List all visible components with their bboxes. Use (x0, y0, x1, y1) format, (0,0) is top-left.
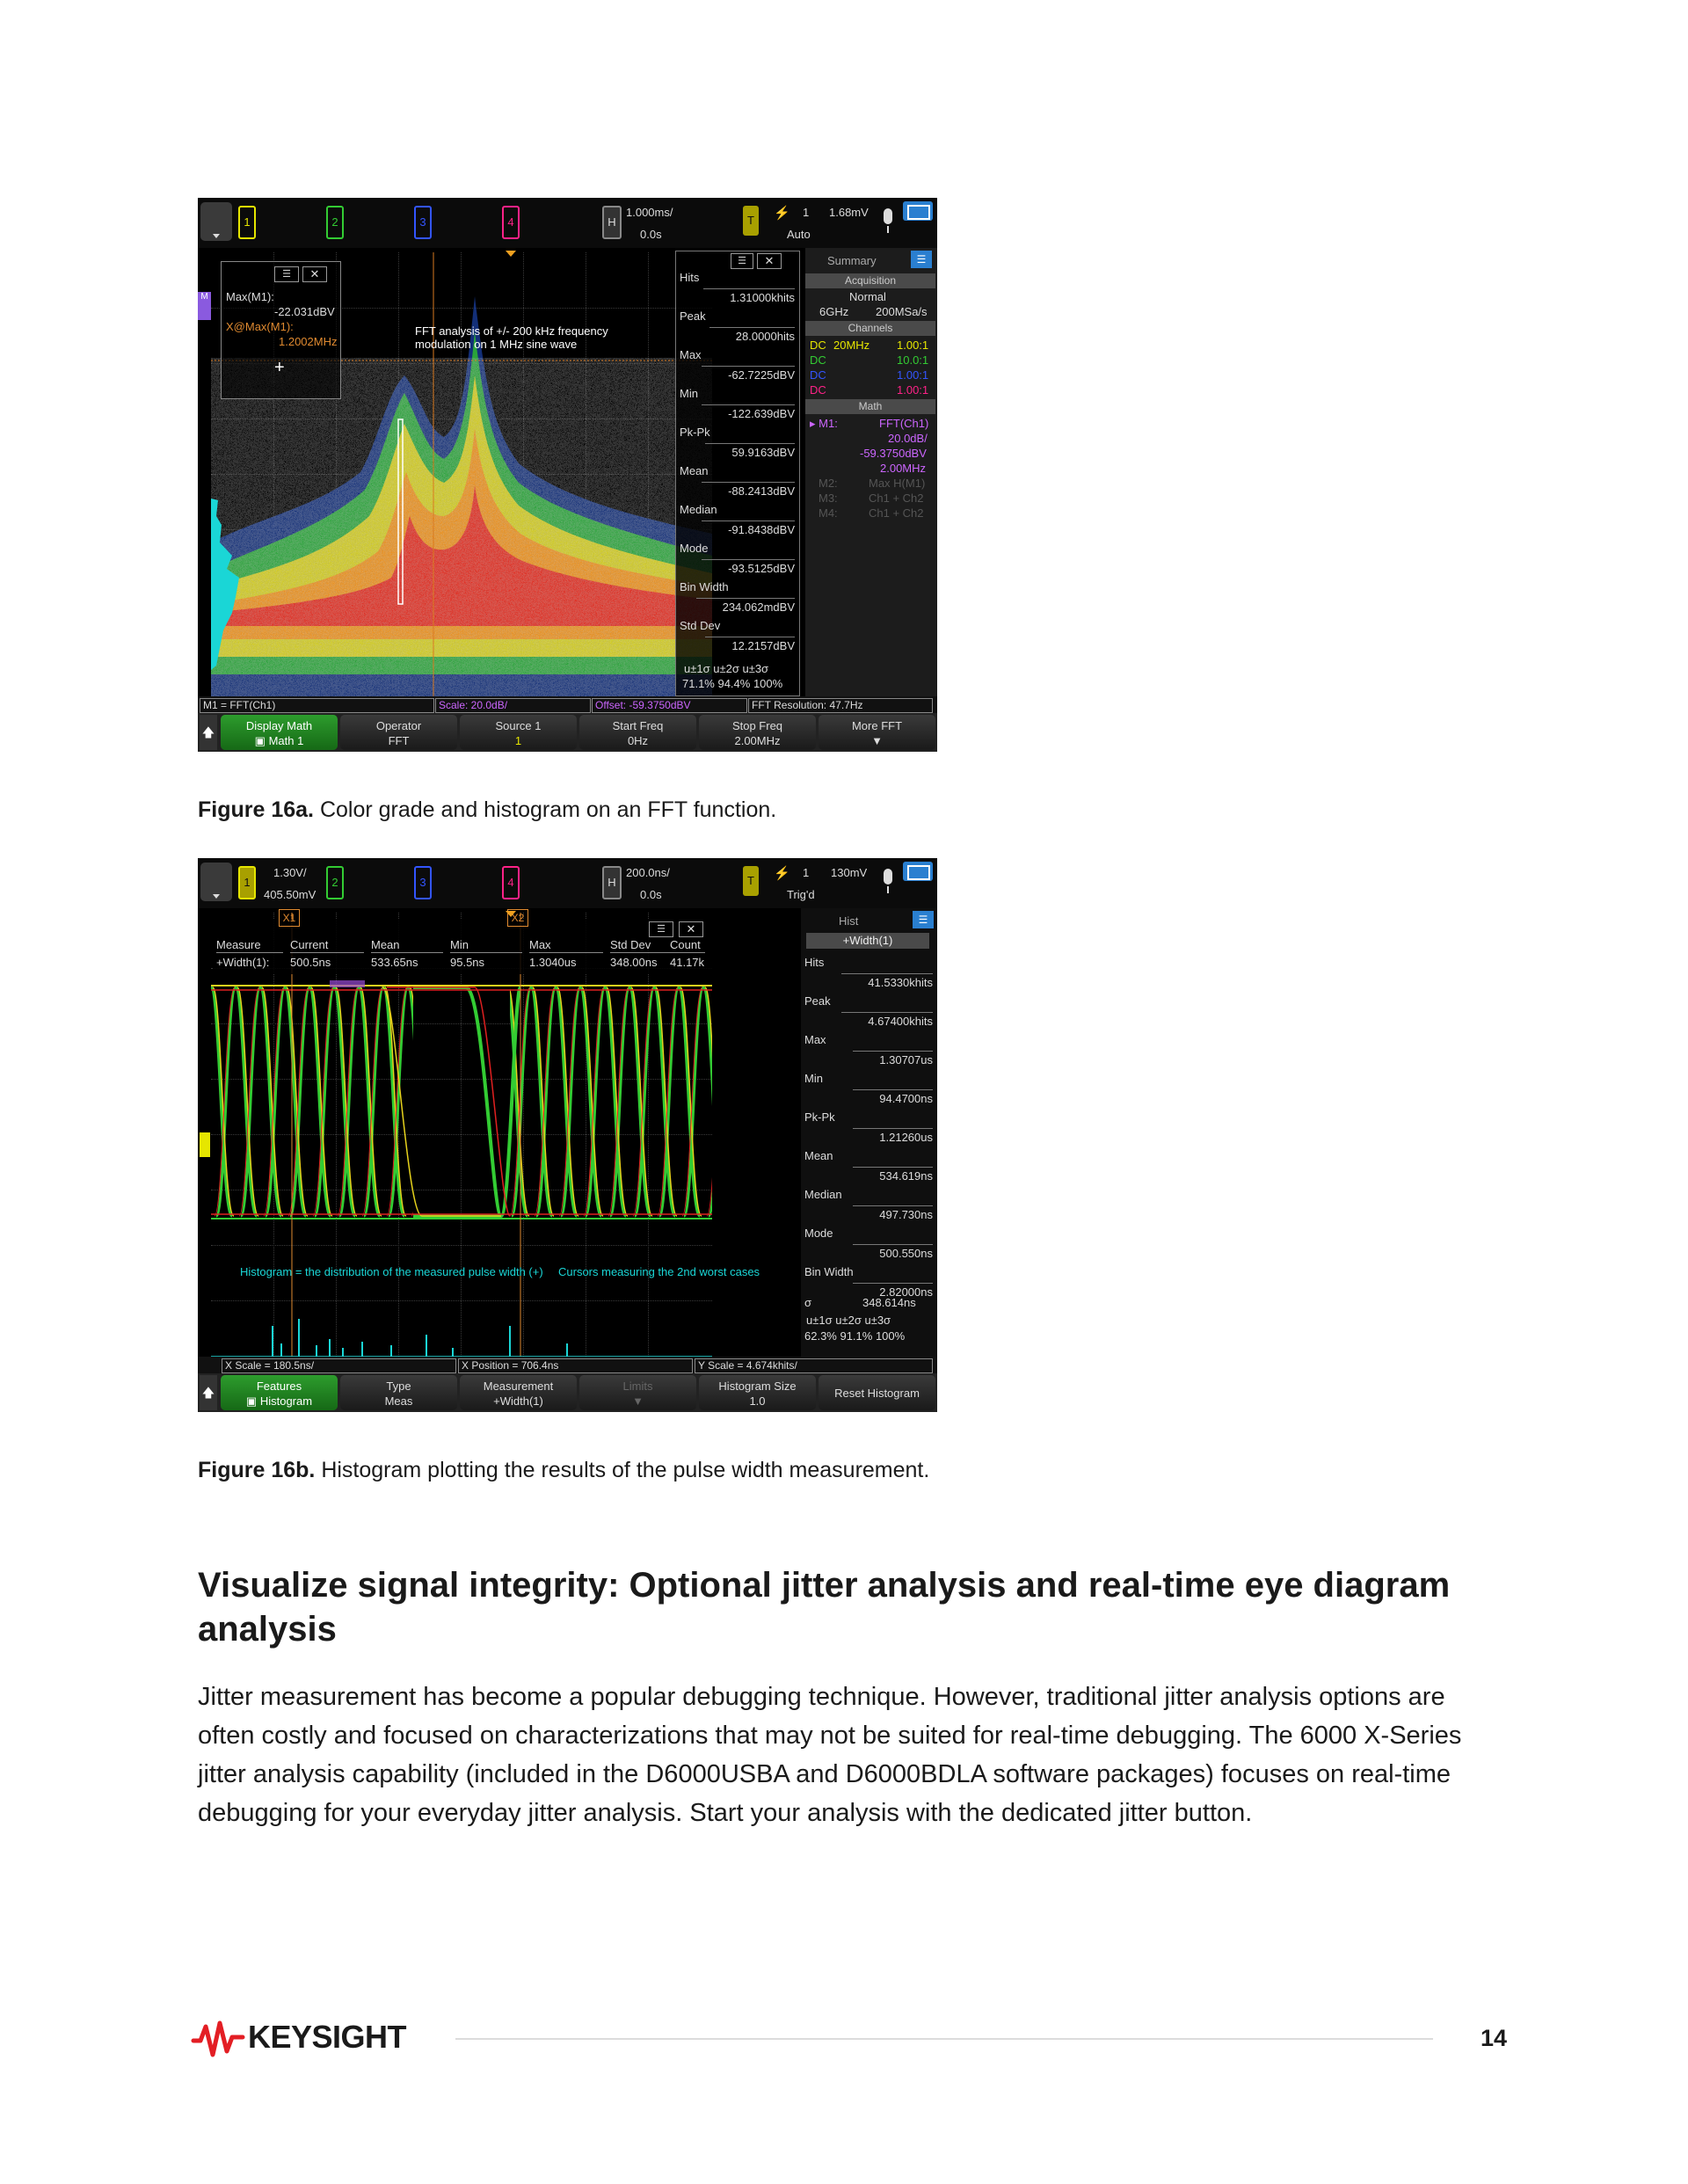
hist-stat-value: 28.0000hits (709, 327, 795, 343)
hist-source: +Width(1) (806, 933, 929, 949)
oscilloscope-screenshot-fft (198, 198, 937, 752)
acquisition-header: Acquisition (805, 273, 935, 288)
hist-stat-value: 1.30707us (853, 1051, 933, 1067)
waveform-display (211, 913, 760, 1357)
measure-cell: 95.5ns (450, 956, 485, 969)
back-arrow-icon[interactable]: 🡅 (200, 1375, 217, 1410)
hist-stat-label: Mode (804, 1227, 833, 1240)
math-offset-field: Offset: -59.3750dBV (592, 698, 747, 713)
summary-icon[interactable]: ☰ (911, 251, 932, 268)
figure-16b-caption: Figure 16b. Histogram plotting the results of the pulse width measurement. (198, 1458, 930, 1482)
waveform-display (211, 252, 712, 696)
menu-icon[interactable]: ☰ (649, 921, 673, 937)
hist-stat-label: Pk-Pk (804, 1110, 835, 1124)
hist-stat-label: Max (804, 1033, 826, 1046)
trigger-position-marker (506, 251, 516, 257)
hist-stat-value: 59.9163dBV (705, 443, 795, 459)
display-icon[interactable] (903, 201, 933, 221)
fft-resolution-field: FFT Resolution: 47.7Hz (748, 698, 933, 713)
hist-stat-value: 4.67400khits (841, 1012, 933, 1028)
m3-value: Ch1 + Ch2 (869, 491, 924, 505)
math-ground-marker: M (198, 292, 211, 320)
scope-top-bar (198, 198, 937, 248)
trigger-box[interactable]: T (743, 866, 759, 896)
m4-value: Ch1 + Ch2 (869, 506, 924, 520)
ch1-offset: 405.50mV (264, 888, 316, 901)
hist-stat-value: 12.2157dBV (705, 637, 795, 652)
measurement-table (213, 920, 712, 974)
menu-icon[interactable]: ☰ (731, 253, 753, 269)
math-function-field: M1 = FFT(Ch1) (200, 698, 434, 713)
hist-stat-label: Hits (680, 271, 700, 284)
softkey-type[interactable]: Type Meas (340, 1375, 457, 1410)
measure-cell: 500.5ns (290, 956, 331, 969)
softkey-measurement[interactable]: Measurement +Width(1) (460, 1375, 577, 1410)
softkey-stop-freq[interactable]: Stop Freq 2.00MHz (699, 715, 816, 750)
sigma-value: 348.614ns (862, 1296, 916, 1309)
run-stop-control[interactable] (200, 202, 232, 241)
display-icon[interactable] (903, 862, 933, 881)
m1-function: FFT(Ch1) (879, 417, 929, 430)
math-header: Math (805, 399, 935, 414)
status-line (198, 696, 937, 713)
delay-value: 0.0s (640, 228, 662, 241)
channel-3-box[interactable]: 3 (414, 866, 432, 899)
page-number: 14 (1481, 2025, 1508, 2051)
hist-stat-label: Mode (680, 542, 709, 555)
hist-stat-label: Peak (804, 994, 831, 1008)
m1-scale: 20.0dB/ (888, 432, 928, 445)
trigger-mode: Trig'd (787, 888, 815, 901)
cursor-x2-marker[interactable]: X2 (507, 909, 528, 927)
softkey-bar (198, 1373, 937, 1412)
hist-side-panel (801, 908, 937, 1357)
channel-4-box[interactable]: 4 (502, 206, 520, 239)
hist-stat-label: Max (680, 348, 702, 361)
hist-stat-label: Bin Width (804, 1265, 854, 1278)
measure-header: Count (670, 939, 705, 953)
m1-label: ▸ M1: (810, 417, 838, 430)
max-value: -22.031dBV (274, 305, 335, 318)
measure-header: Measure (216, 939, 283, 953)
measure-cell: 41.17k (670, 956, 705, 969)
delay-value: 0.0s (640, 888, 662, 901)
m3-label: M3: (819, 491, 838, 505)
m2-value: Max H(M1) (869, 477, 926, 490)
trigger-edge-icon: ⚡ (774, 206, 790, 221)
hist-stat-label: Median (680, 503, 717, 516)
softkey-start-freq[interactable]: Start Freq 0Hz (579, 715, 696, 750)
acq-mode: Normal (849, 290, 886, 303)
ch1-bw: 20MHz (833, 339, 870, 352)
trigger-source: 1 (803, 866, 810, 879)
channel-2-box[interactable]: 2 (326, 206, 344, 239)
measure-header: Max (529, 939, 603, 953)
ch3-coupling: DC (810, 368, 826, 382)
channel-4-box[interactable]: 4 (502, 866, 520, 899)
hist-title: Hist (839, 914, 859, 928)
m4-label: M4: (819, 506, 838, 520)
m1-span: 2.00MHz (880, 462, 927, 475)
measure-cell: 1.3040us (529, 956, 577, 969)
hist-stat-value: 94.4700ns (853, 1089, 933, 1105)
measure-header: Current (290, 939, 364, 953)
m1-offset: -59.3750dBV (860, 447, 927, 460)
acq-sample-rate: 200MSa/s (876, 305, 928, 318)
annotation-cursors: Cursors measuring the 2nd worst cases (558, 1265, 760, 1278)
ch1-scale: 1.30V/ (273, 866, 307, 879)
section-paragraph: Jitter measurement has become a popular debugging technique. However, traditional jitter analysis options are often costly and focused on characterizations that may not be suited for real-time debugging. The 6000 X-Series jitter analysis capability (included in the D6000USBA and D6000BDLA software packages) focuses on real-time debugging for your everyday jitter analysis. Start your analysis with the dedicated jitter button. (198, 1683, 1462, 1827)
hist-stat-label: Bin Width (680, 580, 729, 593)
section-heading: Visualize signal integrity: Optional jitter analysis and real-time eye diagram analysis (198, 1566, 1451, 1649)
keysight-wave-icon (192, 2020, 244, 2058)
hist-stat-value: -88.2413dBV (702, 482, 795, 498)
footer-divider (455, 2038, 1433, 2040)
softkey-operator[interactable]: Operator FFT (340, 715, 457, 750)
down-arrow-icon: ▼ (871, 734, 883, 747)
hist-stat-value: 500.550ns (853, 1244, 933, 1260)
close-icon[interactable]: ✕ (302, 266, 327, 282)
menu-icon[interactable]: ☰ (274, 266, 299, 282)
softkey-features[interactable]: Features ▣ Histogram (221, 1375, 338, 1410)
sigma-labels: u±1σ u±2σ u±3σ (806, 1314, 891, 1327)
channel-2-box[interactable]: 2 (326, 866, 344, 899)
ch1-ground-marker (200, 1132, 210, 1157)
annotation-histogram: Histogram = the distribution of the measured pulse width (+) (240, 1265, 543, 1278)
trigger-box[interactable]: T (743, 206, 759, 236)
timebase-value: 200.0ns/ (626, 866, 670, 879)
summary-panel (805, 248, 937, 696)
timebase-value: 1.000ms/ (626, 206, 673, 219)
hist-stat-value: -62.7225dBV (702, 366, 795, 382)
trigger-mode: Auto (787, 228, 811, 241)
hist-stat-label: Median (804, 1188, 842, 1201)
hist-stat-value: 497.730ns (853, 1205, 933, 1221)
microphone-icon[interactable] (884, 208, 892, 224)
measure-cell: +Width(1): (216, 956, 270, 969)
trigger-edge-icon: ⚡ (774, 866, 790, 881)
softkey-histogram-size[interactable]: Histogram Size 1.0 (699, 1375, 816, 1410)
summary-title: Summary (827, 254, 877, 267)
run-stop-control[interactable] (200, 863, 232, 901)
ch1-coupling: DC (810, 339, 826, 352)
softkey-reset-histogram[interactable]: Reset Histogram (819, 1375, 935, 1410)
horizontal-box[interactable]: H (602, 206, 622, 239)
math-scale-field: Scale: 20.0dB/ (435, 698, 591, 713)
hist-stat-label: Mean (804, 1149, 833, 1162)
channels-header: Channels (805, 321, 935, 336)
down-arrow-icon: ▼ (632, 1394, 644, 1408)
figure-16a-caption: Figure 16a. Color grade and histogram on an FFT function. (198, 797, 777, 822)
softkey-more-fft[interactable]: More FFT ▼ (819, 715, 935, 750)
horizontal-box[interactable]: H (602, 866, 622, 899)
crosshair-icon[interactable]: + (274, 358, 285, 377)
softkey-limits[interactable]: Limits ▼ (579, 1375, 696, 1410)
hist-stat-label: Min (680, 387, 698, 400)
ch4-coupling: DC (810, 383, 826, 397)
softkey-bar (198, 713, 937, 752)
ch2-coupling: DC (810, 353, 826, 367)
xmax-label: X@Max(M1): (226, 320, 294, 333)
scope-top-bar (198, 858, 937, 908)
hist-stat-label: Pk-Pk (680, 426, 710, 439)
trigger-level: 1.68mV (829, 206, 869, 219)
trigger-source: 1 (803, 206, 810, 219)
acq-bandwidth: 6GHz (819, 305, 849, 318)
sigma-values: 71.1% 94.4% 100% (682, 677, 783, 690)
cursor-x1-marker[interactable]: X1 (279, 909, 300, 927)
measure-cell: 348.00ns (610, 956, 658, 969)
ch1-probe: 1.00:1 (897, 339, 929, 352)
channel-3-box[interactable]: 3 (414, 206, 432, 239)
ch2-probe: 10.0:1 (897, 353, 929, 367)
softkey-display-math[interactable]: Display Math ▣ Math 1 (221, 715, 338, 750)
m2-label: M2: (819, 477, 838, 490)
hist-stat-label: Std Dev (680, 619, 721, 632)
brand-name: KEYSIGHT (248, 2019, 407, 2055)
hist-stat-label: Peak (680, 309, 706, 323)
status-line (198, 1357, 937, 1373)
close-icon[interactable]: ✕ (757, 253, 782, 269)
hist-stat-value: -122.639dBV (702, 404, 795, 420)
xmax-value: 1.2002MHz (279, 335, 338, 348)
hist-stat-value: -91.8438dBV (702, 521, 795, 536)
hist-stat-value: 234.062mdBV (696, 598, 795, 614)
y-scale-field: Y Scale = 4.674khits/ (695, 1358, 933, 1373)
annotation-line-1: FFT analysis of +/- 200 kHz frequency (415, 324, 608, 338)
hist-stat-label: Hits (804, 956, 825, 969)
pulse-color-grade-trace (211, 913, 712, 1357)
trigger-position-marker (506, 911, 516, 917)
hist-icon[interactable]: ☰ (913, 911, 934, 928)
ch3-probe: 1.00:1 (897, 368, 929, 382)
cursor-readout-box (221, 261, 341, 399)
channel-1-box[interactable]: 1 (238, 866, 256, 899)
ch4-probe: 1.00:1 (897, 383, 929, 397)
softkey-source-1[interactable]: Source 1 1 (460, 715, 577, 750)
hist-stat-value: 534.619ns (853, 1167, 933, 1183)
back-arrow-icon[interactable]: 🡅 (200, 715, 217, 750)
channel-1-box[interactable]: 1 (238, 206, 256, 239)
hist-stat-value: -93.5125dBV (702, 559, 795, 575)
measure-header: Std Dev (610, 939, 682, 953)
x-scale-field: X Scale = 180.5ns/ (222, 1358, 456, 1373)
trigger-level: 130mV (831, 866, 868, 879)
histogram-stats-panel (675, 251, 800, 696)
hist-stat-value: 1.31000khits (703, 288, 795, 304)
hist-stat-label: Mean (680, 464, 709, 477)
annotation-line-2: modulation on 1 MHz sine wave (415, 338, 578, 351)
oscilloscope-screenshot-histogram (198, 858, 937, 1412)
max-label: Max(M1): (226, 290, 274, 303)
measure-header: Min (450, 939, 522, 953)
hist-stat-label: Min (804, 1072, 823, 1085)
sigma-values: 62.3% 91.1% 100% (804, 1329, 906, 1343)
x-position-field: X Position = 706.4ns (458, 1358, 693, 1373)
measure-header: Mean (371, 939, 443, 953)
hist-stat-value: 41.5330khits (841, 973, 933, 989)
sigma-label: σ (804, 1296, 812, 1309)
measure-cell: 533.65ns (371, 956, 418, 969)
hist-stat-value: 2.82000ns (853, 1283, 933, 1299)
sigma-labels: u±1σ u±2σ u±3σ (684, 662, 769, 675)
close-icon[interactable]: ✕ (679, 921, 703, 937)
hist-stat-value: 1.21260us (853, 1128, 933, 1144)
microphone-icon[interactable] (884, 869, 892, 885)
